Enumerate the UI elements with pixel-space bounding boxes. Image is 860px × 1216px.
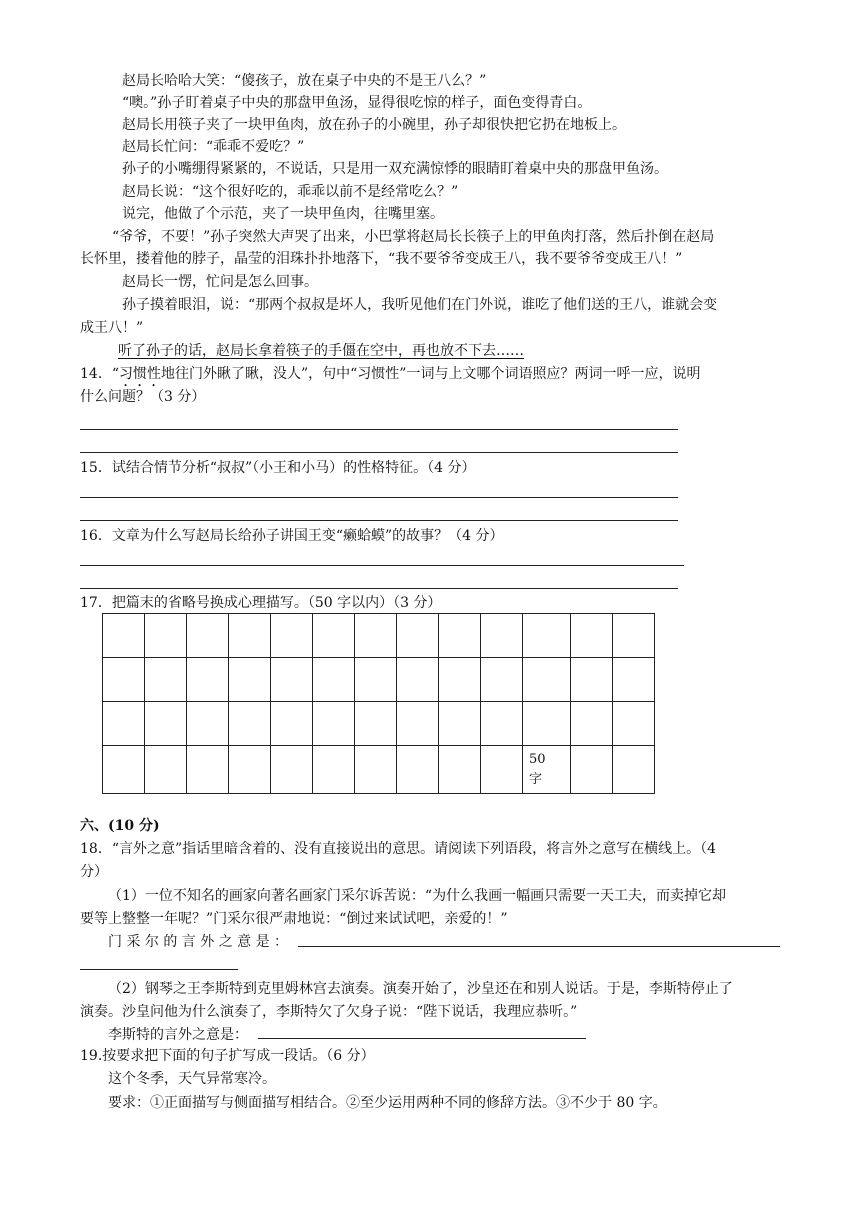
- grid-cell[interactable]: [523, 702, 571, 746]
- answer-line-14a[interactable]: [80, 429, 678, 430]
- answer-line-18-2[interactable]: [258, 1038, 586, 1039]
- story-paragraph: 长怀里，搂着他的脖子，晶莹的泪珠扑扑地落下，“我不要爷爷变成王八，我不要爷爷变成王八！”: [80, 251, 683, 267]
- story-paragraph: 赵局长一愣，忙问是怎么回事。: [122, 274, 318, 290]
- grid-cell[interactable]: [103, 746, 145, 794]
- grid-cell[interactable]: [397, 614, 439, 658]
- grid-cell[interactable]: [103, 614, 145, 658]
- grid-cell[interactable]: [271, 658, 313, 702]
- grid-cell[interactable]: [145, 614, 187, 658]
- answer-line-15a[interactable]: [80, 497, 678, 498]
- item-2-text-line2: 演奏。沙皇问他为什么演奏了，李斯特欠了欠身子说：“陛下说话，我理应恭听。”: [80, 1004, 578, 1020]
- grid-cell[interactable]: [313, 702, 355, 746]
- grid-cell[interactable]: [439, 614, 481, 658]
- question-17: 17．把篇末的省略号换成心理描写。（50 字以内）（3 分）: [80, 595, 442, 611]
- grid-cell[interactable]: [187, 746, 229, 794]
- grid-cell[interactable]: [229, 658, 271, 702]
- story-paragraph: 孙子的小嘴绷得紧紧的，不说话，只是用一双充满惊悸的眼睛盯着桌中央的那盘甲鱼汤。: [122, 161, 668, 177]
- grid-cell[interactable]: [523, 658, 571, 702]
- grid-cell[interactable]: [613, 702, 655, 746]
- question-19-sentence: 这个冬季，天气异常寒冷。: [108, 1071, 276, 1087]
- question-19-requirements: 要求：①正面描写与侧面描写相结合。②至少运用两种不同的修辞方法。③不少于 80 字。: [108, 1095, 667, 1111]
- item-2-text: （2）钢琴之王李斯特到克里姆林宫去演奏。演奏开始了，沙皇还在和别人说话。于是，李斯特停止了: [108, 981, 733, 997]
- grid-cell[interactable]: [613, 658, 655, 702]
- grid-cell[interactable]: [613, 614, 655, 658]
- grid-cell[interactable]: [229, 702, 271, 746]
- grid-cell[interactable]: [355, 746, 397, 794]
- grid-cell[interactable]: [481, 614, 523, 658]
- question-18-line2: 分）: [80, 864, 108, 880]
- item-1-answer-label: 门 采 尔 的 言 外 之 意 是 ：: [108, 934, 289, 950]
- grid-cell[interactable]: [229, 614, 271, 658]
- grid-cell[interactable]: [355, 702, 397, 746]
- grid-cell-50-mark[interactable]: [523, 746, 571, 794]
- grid-cell[interactable]: [313, 746, 355, 794]
- question-15: 15．试结合情节分析“叔叔”（小王和小马）的性格特征。（4 分）: [80, 460, 476, 476]
- story-paragraph: 赵局长说：“这个很好吃的，乖乖以前不是经常吃么？”: [122, 184, 459, 200]
- question-16: 16．文章为什么写赵局长给孙子讲国王变“癞蛤蟆”的故事？（4 分）: [80, 528, 504, 544]
- answer-line-18-1[interactable]: [298, 946, 780, 947]
- answer-line-16b[interactable]: [80, 588, 678, 589]
- story-paragraph: 成王八！”: [80, 320, 144, 336]
- grid-cell[interactable]: [271, 746, 313, 794]
- story-paragraph: “爷爷，不要！”孙子突然大声哭了出来，小巴掌将赵局长长筷子上的甲鱼肉打落，然后扑倒在赵局: [112, 229, 715, 245]
- grid-cell[interactable]: [571, 658, 613, 702]
- question-14-line2: 什么问题？（3 分）: [80, 389, 206, 405]
- grid-cell[interactable]: [145, 702, 187, 746]
- writing-grid[interactable]: [102, 613, 655, 794]
- grid-cell[interactable]: [145, 746, 187, 794]
- answer-line-14b[interactable]: [80, 452, 678, 453]
- story-paragraph: 赵局长哈哈大笑：“傻孩子，放在桌子中央的不是王八么？”: [122, 73, 487, 89]
- story-paragraph: 赵局长忙问：“乖乖不爱吃？”: [122, 139, 305, 155]
- question-14-text: 地往门外瞅了瞅，没人”，句中“习惯性”一词与上文哪个词语照应？两词一呼一应，说明: [160, 366, 701, 382]
- story-paragraph: 说完，他做了个示范，夹了一块甲鱼肉，往嘴里塞。: [122, 206, 444, 222]
- grid-cell[interactable]: [439, 702, 481, 746]
- grid-cell[interactable]: [571, 702, 613, 746]
- grid-cell[interactable]: [313, 658, 355, 702]
- answer-line-15b[interactable]: [80, 520, 678, 521]
- grid-cell[interactable]: [103, 702, 145, 746]
- section-heading: 六、(10 分): [80, 818, 160, 834]
- grid-cell[interactable]: [481, 702, 523, 746]
- grid-cell[interactable]: [481, 658, 523, 702]
- grid-cell[interactable]: [523, 614, 571, 658]
- grid-cell[interactable]: [229, 746, 271, 794]
- grid-cell[interactable]: [103, 658, 145, 702]
- grid-cell[interactable]: [355, 658, 397, 702]
- grid-cell[interactable]: [145, 658, 187, 702]
- grid-cell[interactable]: [397, 746, 439, 794]
- grid-cell[interactable]: [571, 746, 613, 794]
- grid-cell[interactable]: [187, 658, 229, 702]
- item-1-text: （1）一位不知名的画家向著名画家门采尔诉苦说：“为什么我画一幅画只需要一天工夫，而卖掉它却: [108, 888, 727, 904]
- grid-cell[interactable]: [439, 658, 481, 702]
- grid-cell[interactable]: [439, 746, 481, 794]
- grid-cell[interactable]: [397, 702, 439, 746]
- grid-mark-char: 字: [529, 772, 543, 787]
- grid-cell[interactable]: [397, 658, 439, 702]
- answer-line-18-1-cont[interactable]: [80, 969, 238, 970]
- story-paragraph: 赵局长用筷子夹了一块甲鱼肉，放在孙子的小碗里，孙子却很快把它扔在地板上。: [122, 117, 626, 133]
- grid-cell[interactable]: [187, 614, 229, 658]
- grid-cell[interactable]: [271, 702, 313, 746]
- grid-cell[interactable]: [481, 746, 523, 794]
- grid-cell[interactable]: [613, 746, 655, 794]
- grid-cell[interactable]: [187, 702, 229, 746]
- grid-cell[interactable]: [571, 614, 613, 658]
- story-ending-underlined: 听了孙子的话，赵局长拿着筷子的手僵在空中，再也放不下去……: [118, 343, 524, 359]
- story-paragraph: 孙子摸着眼泪，说：“那两个叔叔是坏人，我听见他们在门外说，谁吃了他们送的王八，谁就会变: [122, 297, 718, 313]
- question-14-prefix: 14．“: [80, 366, 119, 382]
- grid-cell[interactable]: [355, 614, 397, 658]
- item-2-answer-label: 李斯特的言外之意是：: [108, 1027, 248, 1043]
- story-paragraph: “噢。”孙子盯着桌子中央的那盘甲鱼汤，显得很吃惊的样子，面色变得青白。: [122, 95, 592, 111]
- question-14-emphasized-word: 习惯性: [118, 366, 161, 382]
- question-18: 18．“言外之意”指话里暗含着的、没有直接说出的意思。请阅读下列语段，将言外之意写在横线上。（4: [80, 841, 717, 857]
- grid-mark-number: 50: [529, 752, 546, 767]
- grid-cell[interactable]: [271, 614, 313, 658]
- grid-cell[interactable]: [313, 614, 355, 658]
- question-19: 19.按要求把下面的句子扩写成一段话。（6 分）: [80, 1048, 375, 1064]
- answer-line-16a[interactable]: [80, 565, 684, 566]
- item-1-text-line2: 要等上整整一年呢？”门采尔很严肃地说：“倒过来试试吧，亲爱的！”: [80, 911, 508, 927]
